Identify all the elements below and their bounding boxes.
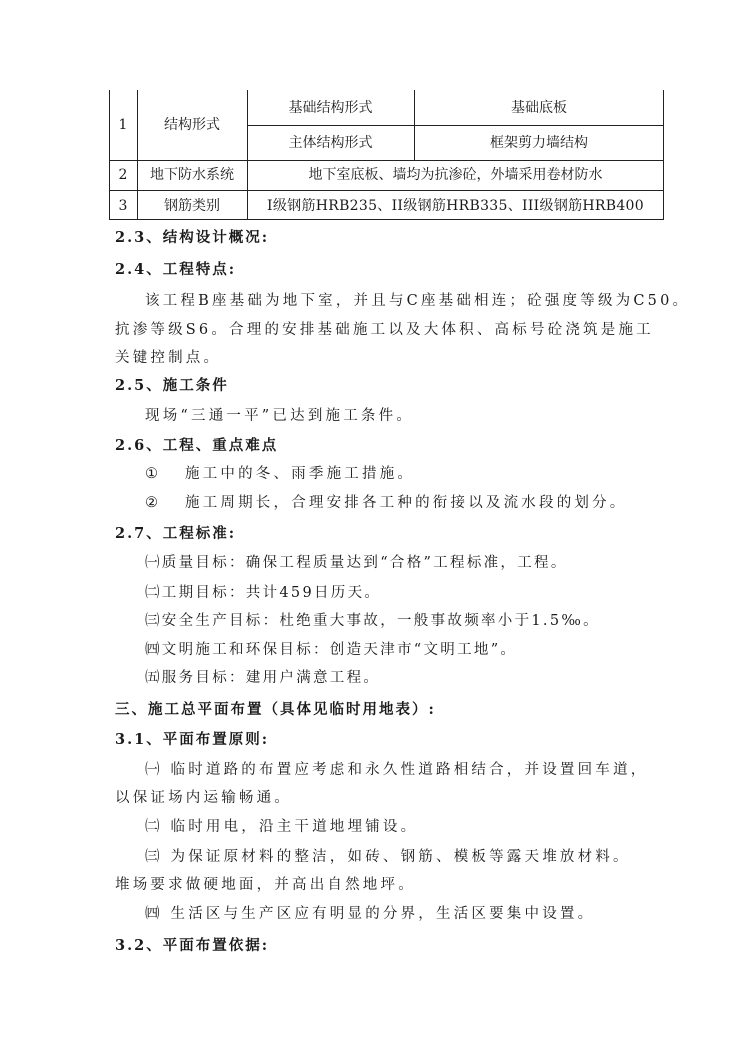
- principle-1-line-1: ㈠ 临时道路的布置应考虑和永久性道路相结合，并设置回车道，: [145, 762, 649, 778]
- chapter-3-heading: 三、施工总平面布置（具体见临时用地表）:: [115, 701, 436, 718]
- row1-sub2-label: 主体结构形式: [288, 135, 373, 151]
- row1-sub1-value: 基础底板: [511, 100, 567, 116]
- row1-sub2-value: 框架剪力墙结构: [490, 135, 588, 151]
- item-1-text: 施工中的冬、雨季施工措施。: [185, 466, 416, 482]
- section-2-6-item-2: [145, 496, 628, 511]
- row2-value: 地下室底板、墙均为抗渗砼，外墙采用卷材防水: [308, 167, 603, 183]
- section-2-5-heading: 2.5、施工条件: [115, 377, 229, 394]
- section-2-3-heading: 2.3、结构设计概况:: [115, 229, 270, 246]
- row1-sub1-label: 基础结构形式: [288, 100, 373, 116]
- standard-item-3: ㈢安全生产目标：杜绝重大事故，一般事故频率小于1.5‰。: [145, 613, 600, 629]
- principle-3-line-2: 堆场要求做硬地面，并高出自然地坪。: [115, 877, 416, 893]
- principle-3-line-1: ㈢ 为保证原材料的整洁，如砖、钢筋、模板等露天堆放材料。: [145, 849, 631, 865]
- row1-item: 结构形式: [164, 117, 220, 133]
- standard-item-2: ㈡工期目标：共计459日历天。: [145, 585, 382, 601]
- section-2-6-heading: 2.6、工程、重点难点: [115, 437, 279, 454]
- section-3-2-heading: 3.2、平面布置依据:: [115, 937, 270, 954]
- row3-value: I级钢筋HRB235、II级钢筋HRB335、III级钢筋HRB400: [267, 198, 644, 214]
- section-2-4-line-1: 该工程B座基础为地下室，并且与C座基础相连；砼强度等级为C50。: [145, 293, 691, 309]
- section-2-6-item-1: [145, 467, 415, 482]
- principle-2: ㈡ 临时用电，沿主干道地埋铺设。: [145, 819, 419, 835]
- section-2-4-line-2: 抗渗等级S6。合理的安排基础施工以及大体积、高标号砼浇筑是施工: [115, 322, 654, 338]
- row2-number: 2: [118, 167, 128, 183]
- principle-1-line-2: 以保证场内运输畅通。: [115, 790, 292, 806]
- principle-4: ㈣ 生活区与生产区应有明显的分界，生活区要集中设置。: [145, 906, 596, 922]
- section-3-1-heading: 3.1、平面布置原则:: [115, 731, 270, 748]
- section-2-5-text: 现场“三通一平”已达到施工条件。: [145, 408, 415, 424]
- standard-item-1: ㈠质量目标：确保工程质量达到“合格”工程标准，工程。: [145, 555, 568, 571]
- row1-number: 1: [118, 117, 128, 133]
- structure-table: [109, 90, 664, 220]
- item-2-text: 施工周期长，合理安排各工种的衔接以及流水段的划分。: [185, 495, 628, 511]
- standard-item-4: ㈣文明施工和环保目标：创造天津市“文明工地”。: [145, 642, 518, 658]
- row3-item: 钢筋类别: [164, 198, 220, 214]
- section-2-4-line-3: 关键控制点。: [115, 350, 222, 366]
- item-1-mark: ①: [145, 466, 162, 482]
- section-2-4-heading: 2.4、工程特点:: [115, 261, 237, 278]
- item-2-mark: ②: [145, 495, 162, 511]
- row2-item: 地下防水系统: [150, 167, 234, 183]
- standard-item-5: ㈤服务目标：建用户满意工程。: [145, 670, 381, 686]
- section-2-7-heading: 2.7、工程标准:: [115, 525, 237, 542]
- row3-number: 3: [118, 198, 128, 214]
